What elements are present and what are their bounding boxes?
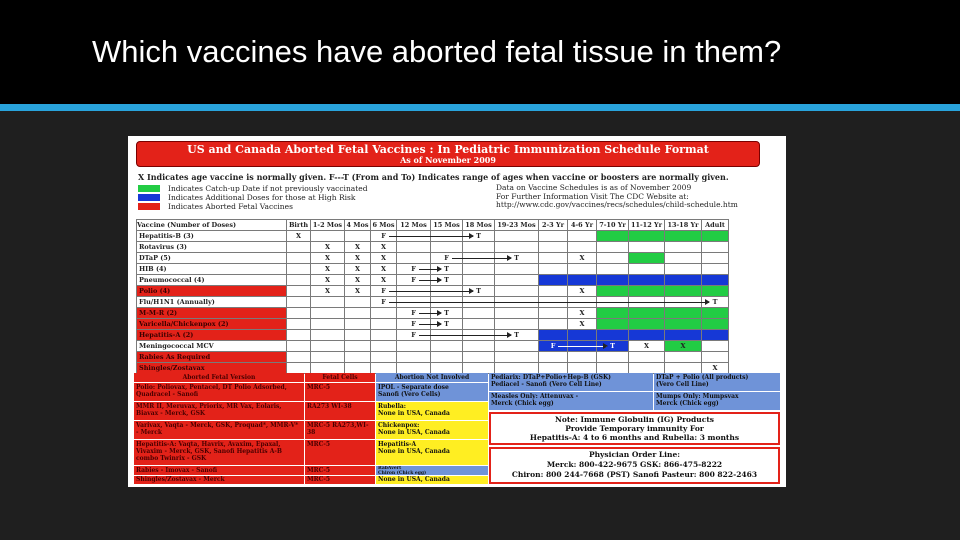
schedule-cell (463, 319, 495, 330)
col-header-aborted-version: Aborted Fetal Version (134, 373, 304, 382)
schedule-cell (495, 319, 539, 330)
col-header-age: 6 Mos (371, 220, 397, 231)
alt-line: None in USA, Canada (378, 448, 450, 455)
schedule-cell (629, 319, 665, 330)
schedule-cell (371, 319, 397, 330)
schedule-cell (311, 308, 345, 319)
key-line: X Indicates age vaccine is normally given. F---T (From and To) Indicates range of ages when vaccine or boosters are normally given. (138, 172, 729, 182)
schedule-cell (431, 352, 463, 363)
schedule-cell (495, 242, 539, 253)
alternative-shingles: None in USA, Canada (376, 476, 488, 484)
info-line: Merck (Chick egg) (656, 400, 719, 407)
schedule-cell (311, 297, 345, 308)
schedule-mark: F (431, 253, 463, 264)
schedule-mark: T (495, 253, 539, 264)
col-header-age: 4 Mos (345, 220, 371, 231)
dtap-polio-box (654, 373, 780, 391)
range-arrow (419, 324, 441, 325)
schedule-cell (463, 363, 495, 374)
slide-header (0, 0, 960, 104)
col-header-age: 13-18 Yr (665, 220, 702, 231)
schedule-cell (431, 341, 463, 352)
schedule-mark: X (345, 286, 371, 297)
schedule-cell (665, 308, 702, 319)
schedule-cell (397, 341, 431, 352)
schedule-cell (702, 286, 729, 297)
schedule-mark: X (345, 242, 371, 253)
fetal-cells: RA273 WI-38 (305, 402, 375, 420)
schedule-cell (345, 330, 371, 341)
fetal-cells: MRC-5 (305, 383, 375, 401)
vaccine-name: Varicella/Chickenpox (2) (137, 319, 287, 330)
range-arrow (452, 258, 511, 259)
col-header-age: 7-10 Yr (597, 220, 629, 231)
col-header-age: 2-3 Yr (539, 220, 568, 231)
col-header-not-involved: Abortion Not Involved (376, 373, 488, 382)
schedule-cell (287, 286, 311, 297)
schedule-mark: F (539, 341, 568, 352)
schedule-mark: X (287, 231, 311, 242)
cdc-note (496, 184, 738, 210)
cdc-note-line: Data on Vaccine Schedules is as of November 2009 (496, 183, 692, 192)
schedule-cell (463, 352, 495, 363)
legend-swatch-blue (138, 194, 160, 201)
schedule-cell (397, 242, 431, 253)
schedule-cell (629, 363, 665, 374)
schedule-mark: F (371, 286, 397, 297)
schedule-cell (463, 341, 495, 352)
schedule-cell (597, 286, 629, 297)
col-header-age: 11-12 Yr (629, 220, 665, 231)
schedule-cell (629, 352, 665, 363)
schedule-cell (311, 352, 345, 363)
aborted-fetal-section (134, 373, 780, 484)
legend-swatch-green (138, 185, 160, 192)
note-line: Provide Temporary immunity For (565, 424, 704, 433)
vaccine-name: DTaP (5) (137, 253, 287, 264)
alternative-chickenpox (376, 421, 488, 439)
schedule-mark: T (463, 231, 495, 242)
schedule-cell (702, 242, 729, 253)
schedule-cell (629, 264, 665, 275)
schedule-mark: T (597, 341, 629, 352)
schedule-mark: X (568, 253, 597, 264)
info-line: Pediacel - Sanofi (Vero Cell Line) (491, 381, 602, 388)
schedule-cell (568, 363, 597, 374)
schedule-mark: X (665, 341, 702, 352)
schedule-mark: F (397, 319, 431, 330)
banner-subtitle: As of November 2009 (400, 155, 496, 165)
schedule-mark: T (431, 264, 463, 275)
vaccine-name: Polio (4) (137, 286, 287, 297)
info-line: (Vero Cell Line) (656, 381, 709, 388)
schedule-mark: X (702, 363, 729, 374)
schedule-mark: X (311, 286, 345, 297)
alternative-rabies (376, 466, 488, 475)
schedule-cell (539, 275, 568, 286)
legend-label: Indicates Aborted Fetal Vaccines (168, 202, 293, 211)
schedule-cell (665, 352, 702, 363)
schedule-cell (702, 264, 729, 275)
vaccine-chart-image (128, 136, 786, 487)
note-line: Hepatitis-A: 4 to 6 months and Rubella: 3 months (529, 433, 740, 442)
schedule-cell (702, 231, 729, 242)
aborted-row-shingles: Shingles/Zostavax - Merck (134, 476, 304, 484)
vaccine-name: Meningococcal MCV (137, 341, 287, 352)
schedule-cell (495, 352, 539, 363)
schedule-mark: X (345, 264, 371, 275)
schedule-cell (287, 308, 311, 319)
schedule-mark: T (702, 297, 729, 308)
schedule-cell (287, 264, 311, 275)
fetal-cells: MRC-5 (305, 476, 375, 484)
col-header-vaccine: Vaccine (Number of Doses) (137, 220, 287, 231)
aborted-row-mmr: MMR II, Meruvax, Priorix, MR Vax, Eolaris, Biavax - Merck, GSK (134, 402, 304, 420)
schedule-cell (539, 264, 568, 275)
schedule-cell (371, 363, 397, 374)
schedule-cell (568, 275, 597, 286)
schedule-mark: X (568, 319, 597, 330)
slide-title: Which vaccines have aborted fetal tissue in them? (92, 34, 782, 69)
schedule-cell (702, 308, 729, 319)
schedule-cell (287, 330, 311, 341)
schedule-cell (495, 275, 539, 286)
legend-label: Indicates Catch-up Date if not previously vaccinated (168, 184, 368, 193)
schedule-cell (568, 264, 597, 275)
col-header-age: 4-6 Yr (568, 220, 597, 231)
schedule-cell (495, 231, 539, 242)
schedule-cell (371, 308, 397, 319)
range-arrow (419, 313, 441, 314)
schedule-cell (345, 341, 371, 352)
schedule-cell (287, 297, 311, 308)
schedule-cell (463, 275, 495, 286)
vaccine-name: Rotavirus (3) (137, 242, 287, 253)
schedule-cell (495, 264, 539, 275)
schedule-cell (495, 308, 539, 319)
range-arrow (419, 335, 511, 336)
schedule-cell (371, 352, 397, 363)
vaccine-name: Shingles/Zostavax (137, 363, 287, 374)
schedule-cell (665, 275, 702, 286)
schedule-cell (665, 242, 702, 253)
aborted-row-rabies: Rabies - Imovax - Sanofi (134, 466, 304, 475)
note-line: Note: Immune Globulin (IG) Products (554, 415, 715, 424)
cdc-note-line: For Further Information Visit The CDC Website at: (496, 191, 689, 201)
schedule-cell (539, 363, 568, 374)
schedule-cell (597, 264, 629, 275)
schedule-cell (287, 253, 311, 264)
schedule-mark: X (311, 242, 345, 253)
schedule-cell (463, 264, 495, 275)
fetal-cells: MRC-5 RA273,WI-38 (305, 421, 375, 439)
schedule-cell (287, 363, 311, 374)
schedule-cell (345, 319, 371, 330)
schedule-cell (311, 363, 345, 374)
schedule-cell (665, 231, 702, 242)
schedule-mark: F (397, 264, 431, 275)
schedule-mark: F (371, 231, 397, 242)
alternative-hepatitis-a (376, 440, 488, 465)
schedule-cell (287, 242, 311, 253)
schedule-table (136, 219, 729, 374)
schedule-header-row (137, 220, 729, 231)
vaccine-name: Pneumococcal (4) (137, 275, 287, 286)
schedule-cell (597, 363, 629, 374)
alt-line: Chiron (Chick egg) (378, 470, 427, 475)
schedule-mark: F (397, 330, 431, 341)
order-line: Chiron: 800 244-7668 (PST) Sanofi Pasteur: 800 822-2463 (511, 470, 758, 479)
schedule-mark: X (629, 341, 665, 352)
legend-label: Indicates Additional Doses for those at High Risk (168, 193, 356, 202)
schedule-cell (287, 319, 311, 330)
schedule-cell (597, 275, 629, 286)
vaccine-name: Flu/H1N1 (Annually) (137, 297, 287, 308)
schedule-cell (665, 330, 702, 341)
alt-line: Sanofi (Vero Cells) (378, 391, 441, 398)
col-header-age: Adult (702, 220, 729, 231)
schedule-cell (539, 231, 568, 242)
schedule-cell (568, 242, 597, 253)
schedule-cell (539, 319, 568, 330)
mumps-box (654, 392, 780, 410)
schedule-cell (629, 286, 665, 297)
schedule-cell (287, 341, 311, 352)
range-arrow (389, 291, 473, 292)
schedule-cell (311, 319, 345, 330)
aborted-row-varicella: Varivax, Vaqta - Merck, GSK, Proquad*, MMR-V* - Merck (134, 421, 304, 439)
vaccine-name: M-M-R (2) (137, 308, 287, 319)
schedule-cell (495, 286, 539, 297)
schedule-cell (463, 308, 495, 319)
chart-banner (136, 141, 760, 167)
schedule-cell (702, 253, 729, 264)
schedule-mark: T (495, 330, 539, 341)
col-header-age: 18 Mos (463, 220, 495, 231)
schedule-cell (702, 352, 729, 363)
schedule-row (137, 253, 729, 264)
alt-line: Hepatitis-A (378, 441, 417, 448)
schedule-cell (702, 275, 729, 286)
col-header-age: 15 Mos (431, 220, 463, 231)
col-header-fetal-cells: Fetal Cells (305, 373, 375, 382)
info-line: Pediarix: DTaP+Polio+Hep-B (GSK) (491, 374, 611, 381)
schedule-cell (665, 363, 702, 374)
alt-line: Chickenpox: (378, 422, 420, 429)
schedule-mark: X (311, 253, 345, 264)
alt-line: IPOL - Separate dose (378, 384, 449, 391)
range-arrow (389, 236, 473, 237)
fetal-cells: MRC-5 (305, 440, 375, 465)
schedule-cell (495, 341, 539, 352)
cdc-note-url: http://www.cdc.gov/vaccines/recs/schedules/child-schedule.htm (496, 200, 738, 209)
vaccine-name: HIB (4) (137, 264, 287, 275)
vaccine-name: Hepatitis-A (2) (137, 330, 287, 341)
info-line: DTaP + Polio (All products) (656, 374, 749, 381)
schedule-cell (568, 352, 597, 363)
schedule-cell (568, 330, 597, 341)
schedule-cell (665, 264, 702, 275)
schedule-cell (539, 253, 568, 264)
alternative-rubella (376, 402, 488, 420)
alt-line: RabAvert (378, 466, 402, 471)
aborted-row-polio: Polio: Poliovax, Pentacel, DT Polio Adsorbed, Quadracel - Sanofi (134, 383, 304, 401)
schedule-cell (431, 242, 463, 253)
col-header-age: 19-23 Mos (495, 220, 539, 231)
schedule-cell (568, 231, 597, 242)
schedule-cell (629, 275, 665, 286)
schedule-row (137, 341, 729, 352)
schedule-cell (311, 341, 345, 352)
schedule-row (137, 352, 729, 363)
schedule-cell (371, 330, 397, 341)
range-arrow (558, 346, 607, 347)
measles-box (489, 392, 653, 410)
aborted-row-hepatitis-a: Hepatitis-A: Vaqta, Havrix, Avaxim, Epaxal, Vivaxim - Merck, GSK, Sanofi Hepatitis A-B combo Twinrix - GSK (134, 440, 304, 465)
schedule-cell (345, 352, 371, 363)
vaccine-name: Hepatitis-B (3) (137, 231, 287, 242)
schedule-cell (539, 308, 568, 319)
schedule-mark: T (431, 319, 463, 330)
schedule-cell (345, 363, 371, 374)
schedule-mark: X (371, 253, 397, 264)
range-arrow (419, 280, 441, 281)
schedule-cell (311, 330, 345, 341)
schedule-cell (287, 275, 311, 286)
schedule-cell (597, 319, 629, 330)
schedule-mark: F (371, 297, 397, 308)
schedule-cell (345, 297, 371, 308)
schedule-mark: X (568, 308, 597, 319)
info-line: Merck (Chick egg) (491, 400, 554, 407)
pediarix-box (489, 373, 653, 391)
schedule-cell (495, 363, 539, 374)
schedule-mark: X (371, 242, 397, 253)
schedule-cell (597, 231, 629, 242)
schedule-cell (397, 363, 431, 374)
schedule-cell (597, 308, 629, 319)
info-line: Measles Only: Attenuvax - (491, 393, 579, 400)
schedule-mark: T (463, 286, 495, 297)
schedule-cell (629, 231, 665, 242)
schedule-cell (539, 286, 568, 297)
header-rule (0, 104, 960, 111)
range-arrow (389, 302, 710, 303)
schedule-cell (345, 231, 371, 242)
immune-globulin-note (489, 412, 780, 445)
schedule-cell (371, 341, 397, 352)
schedule-mark: X (311, 275, 345, 286)
schedule-cell (311, 231, 345, 242)
schedule-cell (287, 352, 311, 363)
schedule-mark: X (345, 275, 371, 286)
col-header-age: 1-2 Mos (311, 220, 345, 231)
schedule-cell (397, 352, 431, 363)
physician-order-line (489, 447, 780, 484)
banner-title: US and Canada Aborted Fetal Vaccines : In Pediatric Immunization Schedule Format (187, 143, 709, 156)
legend-swatch-red (138, 203, 160, 210)
schedule-mark: X (371, 264, 397, 275)
schedule-cell (597, 253, 629, 264)
schedule-cell (345, 308, 371, 319)
schedule-mark: F (397, 275, 431, 286)
range-arrow (419, 269, 441, 270)
schedule-row (137, 363, 729, 374)
info-line: Mumps Only: Mumpsvax (656, 393, 739, 400)
schedule-cell (597, 330, 629, 341)
schedule-mark: X (311, 264, 345, 275)
schedule-cell (539, 330, 568, 341)
order-line: Physician Order Line: (588, 450, 681, 459)
schedule-cell (397, 253, 431, 264)
schedule-row (137, 242, 729, 253)
schedule-cell (665, 253, 702, 264)
schedule-mark: F (397, 308, 431, 319)
schedule-cell (539, 352, 568, 363)
schedule-cell (597, 242, 629, 253)
alt-line: None in USA, Canada (378, 410, 450, 417)
alternative-polio (376, 383, 488, 401)
schedule-cell (539, 242, 568, 253)
schedule-mark: X (345, 253, 371, 264)
schedule-mark: X (568, 286, 597, 297)
vaccine-name: Rabies As Required (137, 352, 287, 363)
schedule-cell (463, 242, 495, 253)
col-header-age: Birth (287, 220, 311, 231)
alt-line: None in USA, Canada (378, 429, 450, 436)
alt-line: Rubella: (378, 403, 407, 410)
schedule-cell (629, 308, 665, 319)
schedule-mark: T (431, 308, 463, 319)
schedule-cell (629, 253, 665, 264)
schedule-cell (702, 341, 729, 352)
schedule-cell (702, 319, 729, 330)
col-header-age: 12 Mos (397, 220, 431, 231)
schedule-cell (665, 319, 702, 330)
schedule-mark: T (431, 275, 463, 286)
order-line: Merck: 800-422-9675 GSK: 866-475-8222 (546, 460, 723, 469)
schedule-cell (597, 352, 629, 363)
fetal-cells: MRC-5 (305, 466, 375, 475)
schedule-cell (702, 330, 729, 341)
schedule-cell (431, 363, 463, 374)
schedule-cell (629, 242, 665, 253)
schedule-cell (665, 286, 702, 297)
schedule-mark: X (371, 275, 397, 286)
schedule-cell (629, 330, 665, 341)
